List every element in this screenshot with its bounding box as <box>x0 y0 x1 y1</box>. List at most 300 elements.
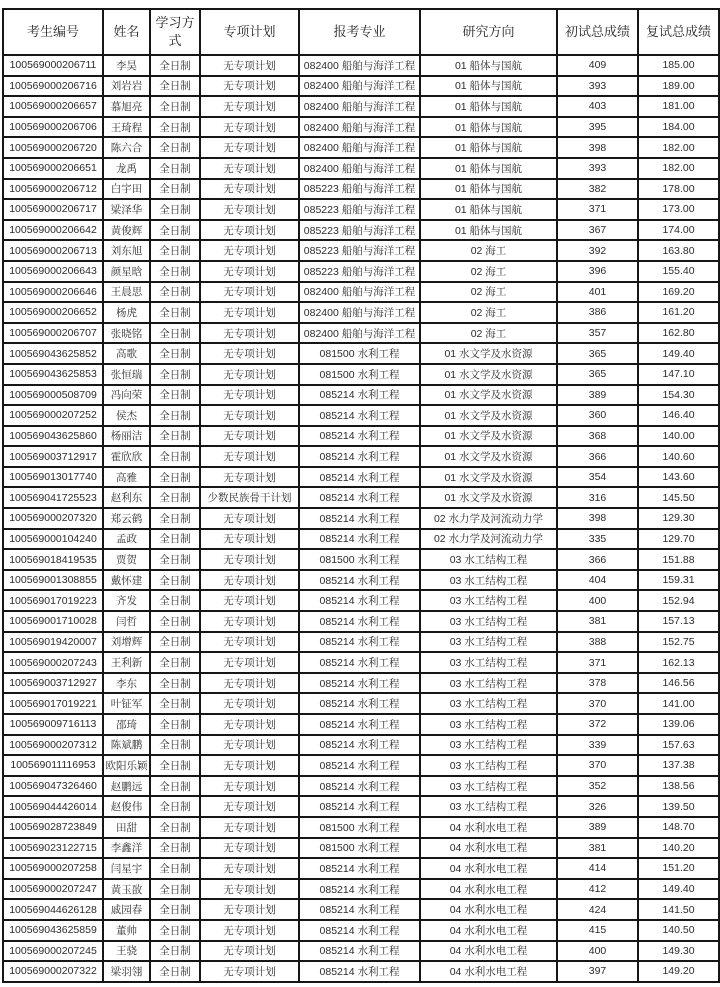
cell-research-direction: 03 水工结构工程 <box>420 735 557 756</box>
cell-study-mode: 全日制 <box>150 405 200 426</box>
cell-research-direction: 01 水文学及水资源 <box>420 487 557 508</box>
table-row <box>3 735 719 756</box>
cell-retest-score: 163.80 <box>638 240 719 261</box>
cell-initial-score: 382 <box>557 179 638 200</box>
cell-special-plan: 无专项计划 <box>200 611 299 632</box>
cell-retest-score: 149.40 <box>638 879 719 900</box>
cell-retest-score: 182.00 <box>638 158 719 179</box>
cell-special-plan: 无专项计划 <box>200 343 299 364</box>
cell-name: 王骁 <box>103 941 150 962</box>
column-header-candidate-id: 考生编号 <box>3 9 103 55</box>
cell-research-direction: 01 船体与国航 <box>420 220 557 241</box>
cell-major: 085214 水利工程 <box>299 426 420 447</box>
cell-research-direction: 03 水工结构工程 <box>420 796 557 817</box>
cell-name: 李鑫洋 <box>103 838 150 859</box>
cell-initial-score: 339 <box>557 735 638 756</box>
cell-candidate-id: 100569000207320 <box>3 508 103 529</box>
cell-research-direction: 01 水文学及水资源 <box>420 405 557 426</box>
cell-special-plan: 无专项计划 <box>200 220 299 241</box>
cell-special-plan: 无专项计划 <box>200 632 299 653</box>
cell-retest-score: 138.56 <box>638 776 719 797</box>
cell-retest-score: 154.30 <box>638 385 719 406</box>
cell-name: 张恒瑞 <box>103 364 150 385</box>
cell-study-mode: 全日制 <box>150 673 200 694</box>
cell-name: 郑云鹤 <box>103 508 150 529</box>
cell-major: 085214 水利工程 <box>299 858 420 879</box>
cell-candidate-id: 100569017019221 <box>3 693 103 714</box>
cell-study-mode: 全日制 <box>150 755 200 776</box>
cell-research-direction: 03 水工结构工程 <box>420 611 557 632</box>
cell-research-direction: 01 船体与国航 <box>420 76 557 97</box>
cell-retest-score: 173.00 <box>638 199 719 220</box>
cell-candidate-id: 100569000206651 <box>3 158 103 179</box>
cell-research-direction: 03 水工结构工程 <box>420 776 557 797</box>
cell-special-plan: 无专项计划 <box>200 467 299 488</box>
cell-retest-score: 129.30 <box>638 508 719 529</box>
cell-special-plan: 无专项计划 <box>200 879 299 900</box>
cell-retest-score: 147.10 <box>638 364 719 385</box>
cell-major: 085214 水利工程 <box>299 508 420 529</box>
cell-research-direction: 01 船体与国航 <box>420 96 557 117</box>
cell-major: 085214 水利工程 <box>299 405 420 426</box>
cell-initial-score: 326 <box>557 796 638 817</box>
table-row <box>3 693 719 714</box>
cell-initial-score: 404 <box>557 570 638 591</box>
table-row <box>3 199 719 220</box>
cell-special-plan: 无专项计划 <box>200 385 299 406</box>
cell-candidate-id: 100569011116953 <box>3 755 103 776</box>
cell-name: 赵利东 <box>103 487 150 508</box>
cell-study-mode: 全日制 <box>150 920 200 941</box>
cell-study-mode: 全日制 <box>150 838 200 859</box>
table-row <box>3 714 719 735</box>
cell-research-direction: 01 船体与国航 <box>420 55 557 76</box>
cell-special-plan: 无专项计划 <box>200 899 299 920</box>
cell-name: 刘增辉 <box>103 632 150 653</box>
cell-initial-score: 400 <box>557 941 638 962</box>
cell-retest-score: 189.00 <box>638 76 719 97</box>
cell-research-direction: 02 海工 <box>420 323 557 344</box>
cell-retest-score: 141.00 <box>638 693 719 714</box>
table-row <box>3 508 719 529</box>
cell-major: 085214 水利工程 <box>299 735 420 756</box>
cell-initial-score: 388 <box>557 632 638 653</box>
cell-initial-score: 401 <box>557 282 638 303</box>
cell-candidate-id: 100569009716113 <box>3 714 103 735</box>
cell-special-plan: 无专项计划 <box>200 735 299 756</box>
cell-name: 陈斌鹏 <box>103 735 150 756</box>
cell-study-mode: 全日制 <box>150 776 200 797</box>
cell-research-direction: 04 水利水电工程 <box>420 817 557 838</box>
cell-major: 081500 水利工程 <box>299 364 420 385</box>
cell-special-plan: 无专项计划 <box>200 158 299 179</box>
cell-special-plan: 无专项计划 <box>200 590 299 611</box>
cell-major: 081500 水利工程 <box>299 817 420 838</box>
cell-candidate-id: 100569001710028 <box>3 611 103 632</box>
cell-retest-score: 178.00 <box>638 179 719 200</box>
cell-special-plan: 无专项计划 <box>200 529 299 550</box>
cell-research-direction: 01 水文学及水资源 <box>420 446 557 467</box>
cell-candidate-id: 100569000206646 <box>3 282 103 303</box>
cell-initial-score: 365 <box>557 343 638 364</box>
table-row <box>3 426 719 447</box>
cell-study-mode: 全日制 <box>150 611 200 632</box>
cell-research-direction: 02 海工 <box>420 282 557 303</box>
column-header-special-plan: 专项计划 <box>200 9 299 55</box>
cell-retest-score: 155.40 <box>638 261 719 282</box>
cell-retest-score: 146.40 <box>638 405 719 426</box>
cell-major: 085214 水利工程 <box>299 920 420 941</box>
cell-study-mode: 全日制 <box>150 55 200 76</box>
cell-research-direction: 04 水利水电工程 <box>420 858 557 879</box>
cell-major: 082400 船舶与海洋工程 <box>299 137 420 158</box>
cell-special-plan: 无专项计划 <box>200 961 299 982</box>
cell-study-mode: 全日制 <box>150 590 200 611</box>
cell-candidate-id: 100569000207247 <box>3 879 103 900</box>
cell-special-plan: 无专项计划 <box>200 714 299 735</box>
cell-research-direction: 01 水文学及水资源 <box>420 467 557 488</box>
cell-study-mode: 全日制 <box>150 735 200 756</box>
table-row <box>3 158 719 179</box>
cell-initial-score: 368 <box>557 426 638 447</box>
cell-major: 085214 水利工程 <box>299 961 420 982</box>
cell-initial-score: 354 <box>557 467 638 488</box>
cell-retest-score: 140.00 <box>638 426 719 447</box>
cell-study-mode: 全日制 <box>150 652 200 673</box>
cell-special-plan: 无专项计划 <box>200 446 299 467</box>
cell-special-plan: 无专项计划 <box>200 508 299 529</box>
cell-name: 颜星晗 <box>103 261 150 282</box>
cell-research-direction: 04 水利水电工程 <box>420 941 557 962</box>
table-row <box>3 673 719 694</box>
cell-name: 梁泽华 <box>103 199 150 220</box>
cell-initial-score: 366 <box>557 549 638 570</box>
cell-name: 孟政 <box>103 529 150 550</box>
column-header-research-direction: 研究方向 <box>420 9 557 55</box>
cell-initial-score: 371 <box>557 199 638 220</box>
cell-candidate-id: 100569019420007 <box>3 632 103 653</box>
cell-special-plan: 无专项计划 <box>200 137 299 158</box>
cell-major: 085223 船舶与海洋工程 <box>299 179 420 200</box>
header-row <box>3 9 719 55</box>
table-row <box>3 549 719 570</box>
table-row <box>3 385 719 406</box>
cell-study-mode: 全日制 <box>150 714 200 735</box>
cell-candidate-id: 100569000207252 <box>3 405 103 426</box>
cell-major: 085223 船舶与海洋工程 <box>299 220 420 241</box>
cell-special-plan: 无专项计划 <box>200 817 299 838</box>
cell-retest-score: 159.31 <box>638 570 719 591</box>
cell-study-mode: 全日制 <box>150 220 200 241</box>
cell-initial-score: 370 <box>557 693 638 714</box>
cell-initial-score: 398 <box>557 137 638 158</box>
cell-major: 085214 水利工程 <box>299 611 420 632</box>
cell-candidate-id: 100569000206642 <box>3 220 103 241</box>
cell-special-plan: 无专项计划 <box>200 199 299 220</box>
cell-special-plan: 无专项计划 <box>200 240 299 261</box>
cell-retest-score: 149.30 <box>638 941 719 962</box>
table-row <box>3 776 719 797</box>
cell-major: 081500 水利工程 <box>299 549 420 570</box>
cell-initial-score: 412 <box>557 879 638 900</box>
cell-retest-score: 162.80 <box>638 323 719 344</box>
cell-study-mode: 全日制 <box>150 487 200 508</box>
cell-name: 李昊 <box>103 55 150 76</box>
cell-initial-score: 398 <box>557 508 638 529</box>
cell-major: 085214 水利工程 <box>299 714 420 735</box>
table-row <box>3 611 719 632</box>
cell-research-direction: 04 水利水电工程 <box>420 920 557 941</box>
cell-study-mode: 全日制 <box>150 240 200 261</box>
cell-candidate-id: 100569000206716 <box>3 76 103 97</box>
table-row <box>3 920 719 941</box>
cell-study-mode: 全日制 <box>150 343 200 364</box>
cell-major: 085214 水利工程 <box>299 632 420 653</box>
cell-candidate-id: 100569000206711 <box>3 55 103 76</box>
cell-candidate-id: 100569000206657 <box>3 96 103 117</box>
table-row <box>3 323 719 344</box>
table-row <box>3 961 719 982</box>
cell-research-direction: 03 水工结构工程 <box>420 570 557 591</box>
cell-study-mode: 全日制 <box>150 529 200 550</box>
cell-special-plan: 无专项计划 <box>200 673 299 694</box>
table-row <box>3 179 719 200</box>
cell-candidate-id: 100569041725523 <box>3 487 103 508</box>
cell-name: 欧阳乐颖 <box>103 755 150 776</box>
cell-study-mode: 全日制 <box>150 158 200 179</box>
table-body <box>3 55 719 982</box>
cell-name: 高歌 <box>103 343 150 364</box>
column-header-retest-score: 复试总成绩 <box>638 9 719 55</box>
cell-special-plan: 无专项计划 <box>200 652 299 673</box>
cell-candidate-id: 100569000206713 <box>3 240 103 261</box>
cell-study-mode: 全日制 <box>150 796 200 817</box>
cell-major: 085214 水利工程 <box>299 899 420 920</box>
cell-study-mode: 全日制 <box>150 137 200 158</box>
cell-research-direction: 03 水工结构工程 <box>420 652 557 673</box>
cell-candidate-id: 100569043625860 <box>3 426 103 447</box>
cell-retest-score: 149.20 <box>638 961 719 982</box>
cell-research-direction: 03 水工结构工程 <box>420 590 557 611</box>
cell-study-mode: 全日制 <box>150 323 200 344</box>
cell-retest-score: 146.56 <box>638 673 719 694</box>
cell-special-plan: 无专项计划 <box>200 405 299 426</box>
cell-research-direction: 04 水利水电工程 <box>420 961 557 982</box>
cell-major: 085214 水利工程 <box>299 776 420 797</box>
cell-special-plan: 无专项计划 <box>200 302 299 323</box>
table-row <box>3 817 719 838</box>
cell-retest-score: 185.00 <box>638 55 719 76</box>
cell-special-plan: 无专项计划 <box>200 426 299 447</box>
cell-study-mode: 全日制 <box>150 426 200 447</box>
cell-candidate-id: 100569003712917 <box>3 446 103 467</box>
cell-retest-score: 145.50 <box>638 487 719 508</box>
cell-name: 李东 <box>103 673 150 694</box>
cell-candidate-id: 100569044426014 <box>3 796 103 817</box>
cell-special-plan: 无专项计划 <box>200 755 299 776</box>
cell-retest-score: 137.38 <box>638 755 719 776</box>
cell-candidate-id: 100569000207245 <box>3 941 103 962</box>
cell-name: 刘东旭 <box>103 240 150 261</box>
cell-candidate-id: 100569000206706 <box>3 117 103 138</box>
cell-major: 082400 船舶与海洋工程 <box>299 302 420 323</box>
column-header-study-mode: 学习方式 <box>150 9 200 55</box>
cell-special-plan: 无专项计划 <box>200 364 299 385</box>
cell-name: 闫哲 <box>103 611 150 632</box>
cell-major: 085214 水利工程 <box>299 590 420 611</box>
cell-initial-score: 393 <box>557 158 638 179</box>
cell-name: 张晓铭 <box>103 323 150 344</box>
cell-special-plan: 无专项计划 <box>200 838 299 859</box>
cell-retest-score: 157.13 <box>638 611 719 632</box>
cell-initial-score: 357 <box>557 323 638 344</box>
cell-study-mode: 全日制 <box>150 858 200 879</box>
cell-name: 霍欣欣 <box>103 446 150 467</box>
cell-candidate-id: 100569000207312 <box>3 735 103 756</box>
cell-retest-score: 129.70 <box>638 529 719 550</box>
column-header-name: 姓名 <box>103 9 150 55</box>
table-row <box>3 755 719 776</box>
cell-special-plan: 无专项计划 <box>200 570 299 591</box>
cell-study-mode: 全日制 <box>150 282 200 303</box>
column-header-initial-score: 初试总成绩 <box>557 9 638 55</box>
cell-candidate-id: 100569000206707 <box>3 323 103 344</box>
table-row <box>3 55 719 76</box>
cell-name: 白宇田 <box>103 179 150 200</box>
cell-research-direction: 02 海工 <box>420 302 557 323</box>
cell-initial-score: 424 <box>557 899 638 920</box>
cell-special-plan: 少数民族骨干计划 <box>200 487 299 508</box>
cell-special-plan: 无专项计划 <box>200 941 299 962</box>
cell-initial-score: 378 <box>557 673 638 694</box>
cell-initial-score: 397 <box>557 961 638 982</box>
cell-name: 叶钲军 <box>103 693 150 714</box>
table-row <box>3 941 719 962</box>
cell-major: 085223 船舶与海洋工程 <box>299 240 420 261</box>
table-row <box>3 487 719 508</box>
cell-name: 梁羽翎 <box>103 961 150 982</box>
cell-candidate-id: 100569013017740 <box>3 467 103 488</box>
cell-candidate-id: 100569000206643 <box>3 261 103 282</box>
cell-special-plan: 无专项计划 <box>200 549 299 570</box>
cell-candidate-id: 100569000206712 <box>3 179 103 200</box>
cell-major: 081500 水利工程 <box>299 838 420 859</box>
cell-retest-score: 140.50 <box>638 920 719 941</box>
cell-initial-score: 372 <box>557 714 638 735</box>
cell-initial-score: 352 <box>557 776 638 797</box>
cell-special-plan: 无专项计划 <box>200 76 299 97</box>
cell-name: 高雅 <box>103 467 150 488</box>
cell-candidate-id: 100569043625853 <box>3 364 103 385</box>
cell-major: 085214 水利工程 <box>299 467 420 488</box>
cell-major: 082400 船舶与海洋工程 <box>299 76 420 97</box>
table-row <box>3 117 719 138</box>
cell-special-plan: 无专项计划 <box>200 693 299 714</box>
table-row <box>3 220 719 241</box>
table-row <box>3 302 719 323</box>
cell-retest-score: 139.50 <box>638 796 719 817</box>
cell-candidate-id: 100569043625852 <box>3 343 103 364</box>
table-row <box>3 467 719 488</box>
cell-research-direction: 01 船体与国航 <box>420 199 557 220</box>
cell-initial-score: 386 <box>557 302 638 323</box>
cell-name: 龙禹 <box>103 158 150 179</box>
cell-special-plan: 无专项计划 <box>200 261 299 282</box>
cell-initial-score: 365 <box>557 364 638 385</box>
table-row <box>3 590 719 611</box>
cell-initial-score: 371 <box>557 652 638 673</box>
cell-retest-score: 141.50 <box>638 899 719 920</box>
cell-major: 085214 水利工程 <box>299 652 420 673</box>
cell-research-direction: 04 水利水电工程 <box>420 838 557 859</box>
table-row <box>3 879 719 900</box>
cell-name: 慕旭亮 <box>103 96 150 117</box>
cell-candidate-id: 100569017019223 <box>3 590 103 611</box>
table-row <box>3 529 719 550</box>
admission-results-table <box>2 8 720 983</box>
cell-initial-score: 360 <box>557 405 638 426</box>
cell-research-direction: 03 水工结构工程 <box>420 693 557 714</box>
cell-research-direction: 04 水利水电工程 <box>420 879 557 900</box>
cell-candidate-id: 100569044626128 <box>3 899 103 920</box>
cell-study-mode: 全日制 <box>150 364 200 385</box>
cell-major: 085214 水利工程 <box>299 385 420 406</box>
cell-research-direction: 01 船体与国航 <box>420 137 557 158</box>
table-row <box>3 76 719 97</box>
cell-study-mode: 全日制 <box>150 96 200 117</box>
cell-major: 082400 船舶与海洋工程 <box>299 96 420 117</box>
cell-study-mode: 全日制 <box>150 302 200 323</box>
cell-research-direction: 03 水工结构工程 <box>420 714 557 735</box>
cell-major: 085214 水利工程 <box>299 693 420 714</box>
cell-initial-score: 396 <box>557 261 638 282</box>
cell-research-direction: 03 水工结构工程 <box>420 632 557 653</box>
cell-study-mode: 全日制 <box>150 570 200 591</box>
cell-candidate-id: 100569003712927 <box>3 673 103 694</box>
cell-initial-score: 393 <box>557 76 638 97</box>
cell-major: 085214 水利工程 <box>299 673 420 694</box>
cell-research-direction: 01 水文学及水资源 <box>420 364 557 385</box>
cell-name: 戚园春 <box>103 899 150 920</box>
cell-retest-score: 152.94 <box>638 590 719 611</box>
cell-retest-score: 157.63 <box>638 735 719 756</box>
cell-research-direction: 04 水利水电工程 <box>420 899 557 920</box>
cell-research-direction: 02 海工 <box>420 240 557 261</box>
cell-study-mode: 全日制 <box>150 879 200 900</box>
cell-major: 082400 船舶与海洋工程 <box>299 282 420 303</box>
cell-initial-score: 381 <box>557 838 638 859</box>
cell-name: 陈六合 <box>103 137 150 158</box>
cell-retest-score: 182.00 <box>638 137 719 158</box>
cell-initial-score: 335 <box>557 529 638 550</box>
cell-name: 侯杰 <box>103 405 150 426</box>
cell-name: 黄玉敔 <box>103 879 150 900</box>
cell-initial-score: 370 <box>557 755 638 776</box>
cell-special-plan: 无专项计划 <box>200 858 299 879</box>
cell-major: 085223 船舶与海洋工程 <box>299 199 420 220</box>
cell-candidate-id: 100569000207258 <box>3 858 103 879</box>
cell-candidate-id: 100569000206717 <box>3 199 103 220</box>
cell-retest-score: 184.00 <box>638 117 719 138</box>
cell-initial-score: 415 <box>557 920 638 941</box>
cell-name: 王晨思 <box>103 282 150 303</box>
cell-major: 085214 水利工程 <box>299 487 420 508</box>
cell-study-mode: 全日制 <box>150 549 200 570</box>
cell-research-direction: 02 海工 <box>420 261 557 282</box>
table-row <box>3 652 719 673</box>
cell-name: 杨虎 <box>103 302 150 323</box>
cell-special-plan: 无专项计划 <box>200 776 299 797</box>
